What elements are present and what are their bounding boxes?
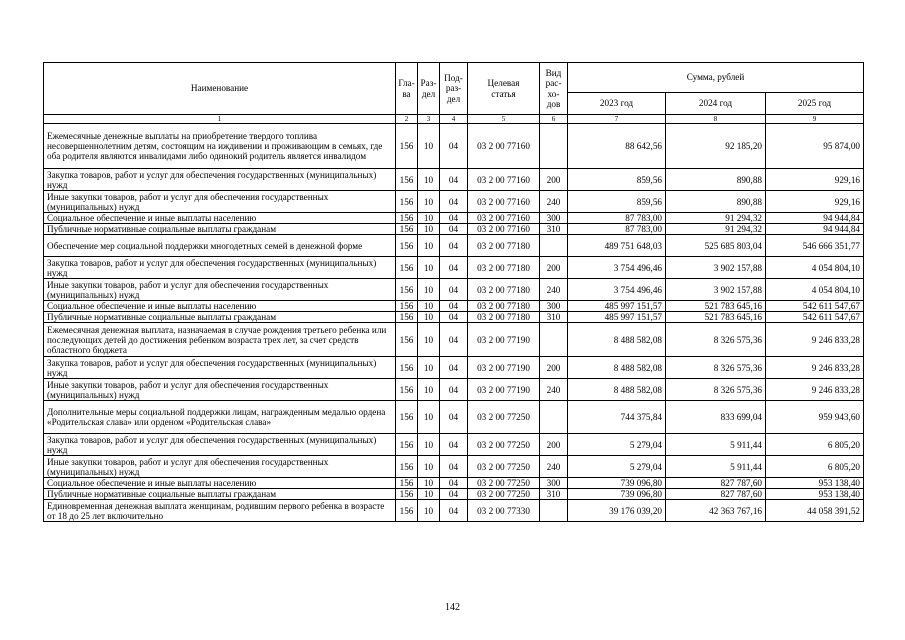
row-vid: 310 bbox=[540, 224, 568, 235]
row-razdel: 10 bbox=[418, 169, 440, 191]
row-podrazdel: 04 bbox=[440, 379, 468, 401]
table-row bbox=[44, 379, 864, 401]
row-amount-2025: 94 944,84 bbox=[766, 224, 864, 235]
column-number: 5 bbox=[468, 115, 540, 124]
table-row bbox=[44, 169, 864, 191]
row-amount-2025: 546 666 351,77 bbox=[766, 235, 864, 257]
row-target: 03 2 00 77330 bbox=[468, 500, 540, 522]
row-amount-2025: 929,16 bbox=[766, 191, 864, 213]
row-target: 03 2 00 77250 bbox=[468, 434, 540, 456]
row-glava: 156 bbox=[396, 357, 418, 379]
row-name: Социальное обеспечение и иные выплаты населению bbox=[44, 213, 396, 224]
header-year-2: 2025 год bbox=[766, 93, 864, 115]
row-razdel: 10 bbox=[418, 312, 440, 323]
row-podrazdel: 04 bbox=[440, 456, 468, 478]
row-glava: 156 bbox=[396, 213, 418, 224]
table-row bbox=[44, 489, 864, 500]
row-amount-2023: 739 096,80 bbox=[568, 478, 666, 489]
row-podrazdel: 04 bbox=[440, 500, 468, 522]
table-row bbox=[44, 401, 864, 434]
row-amount-2024: 91 294,32 bbox=[666, 213, 766, 224]
row-amount-2023: 485 997 151,57 bbox=[568, 312, 666, 323]
row-glava: 156 bbox=[396, 401, 418, 434]
table-row bbox=[44, 323, 864, 357]
table-row bbox=[44, 478, 864, 489]
row-vid: 240 bbox=[540, 279, 568, 301]
column-number: 7 bbox=[568, 115, 666, 124]
row-glava: 156 bbox=[396, 323, 418, 357]
row-glava: 156 bbox=[396, 434, 418, 456]
row-amount-2023: 739 096,80 bbox=[568, 489, 666, 500]
column-number: 8 bbox=[666, 115, 766, 124]
row-amount-2023: 87 783,00 bbox=[568, 213, 666, 224]
row-amount-2024: 521 783 645,16 bbox=[666, 312, 766, 323]
row-podrazdel: 04 bbox=[440, 279, 468, 301]
row-razdel: 10 bbox=[418, 401, 440, 434]
row-glava: 156 bbox=[396, 191, 418, 213]
table-row bbox=[44, 301, 864, 312]
row-target: 03 2 00 77250 bbox=[468, 401, 540, 434]
row-amount-2023: 5 279,04 bbox=[568, 434, 666, 456]
column-number: 1 bbox=[44, 115, 396, 124]
row-vid: 300 bbox=[540, 213, 568, 224]
row-amount-2024: 3 902 157,88 bbox=[666, 257, 766, 279]
row-razdel: 10 bbox=[418, 379, 440, 401]
row-glava: 156 bbox=[396, 379, 418, 401]
table-row bbox=[44, 191, 864, 213]
row-amount-2023: 5 279,04 bbox=[568, 456, 666, 478]
row-amount-2024: 42 363 767,16 bbox=[666, 500, 766, 522]
table-row bbox=[44, 279, 864, 301]
row-glava: 156 bbox=[396, 301, 418, 312]
budget-table bbox=[43, 62, 864, 522]
row-amount-2023: 859,56 bbox=[568, 191, 666, 213]
row-amount-2023: 3 754 496,46 bbox=[568, 257, 666, 279]
row-amount-2023: 8 488 582,08 bbox=[568, 357, 666, 379]
row-amount-2025: 542 611 547,67 bbox=[766, 301, 864, 312]
row-target: 03 2 00 77160 bbox=[468, 169, 540, 191]
row-amount-2025: 94 944,84 bbox=[766, 213, 864, 224]
row-vid bbox=[540, 401, 568, 434]
header-name: Наименование bbox=[44, 63, 396, 115]
row-vid: 310 bbox=[540, 312, 568, 323]
table-row bbox=[44, 456, 864, 478]
row-amount-2025: 953 138,40 bbox=[766, 489, 864, 500]
table-row bbox=[44, 312, 864, 323]
row-vid: 200 bbox=[540, 434, 568, 456]
table-row bbox=[44, 257, 864, 279]
row-glava: 156 bbox=[396, 235, 418, 257]
row-amount-2024: 3 902 157,88 bbox=[666, 279, 766, 301]
header-year-1: 2024 год bbox=[666, 93, 766, 115]
row-name: Закупка товаров, работ и услуг для обеспечения государственных (муниципальных) нужд bbox=[44, 357, 396, 379]
row-vid: 300 bbox=[540, 478, 568, 489]
row-razdel: 10 bbox=[418, 213, 440, 224]
row-podrazdel: 04 bbox=[440, 257, 468, 279]
row-razdel: 10 bbox=[418, 323, 440, 357]
row-amount-2024: 890,88 bbox=[666, 191, 766, 213]
row-amount-2023: 859,56 bbox=[568, 169, 666, 191]
header-target: Целевая статья bbox=[468, 63, 540, 115]
table-row bbox=[44, 124, 864, 169]
row-vid: 240 bbox=[540, 456, 568, 478]
row-name: Публичные нормативные социальные выплаты гражданам bbox=[44, 224, 396, 235]
row-name: Иные закупки товаров, работ и услуг для обеспечения государственных (муниципальных) нужд bbox=[44, 379, 396, 401]
row-amount-2025: 542 611 547,67 bbox=[766, 312, 864, 323]
row-target: 03 2 00 77180 bbox=[468, 312, 540, 323]
row-name: Социальное обеспечение и иные выплаты населению bbox=[44, 301, 396, 312]
row-vid bbox=[540, 124, 568, 169]
row-amount-2025: 9 246 833,28 bbox=[766, 323, 864, 357]
row-vid: 240 bbox=[540, 191, 568, 213]
row-glava: 156 bbox=[396, 257, 418, 279]
row-glava: 156 bbox=[396, 478, 418, 489]
row-amount-2024: 5 911,44 bbox=[666, 456, 766, 478]
row-name: Ежемесячные денежные выплаты на приобретение твердого топлива несовершеннолетним детям, состоящим на иждивении и проживающим в семьях, где оба родителя являются инвалидами либо одинокий родитель является инвалидом bbox=[44, 124, 396, 169]
table-row bbox=[44, 357, 864, 379]
row-podrazdel: 04 bbox=[440, 191, 468, 213]
row-vid bbox=[540, 235, 568, 257]
row-amount-2025: 44 058 391,52 bbox=[766, 500, 864, 522]
row-name: Публичные нормативные социальные выплаты гражданам bbox=[44, 312, 396, 323]
row-name: Закупка товаров, работ и услуг для обеспечения государственных (муниципальных) нужд bbox=[44, 257, 396, 279]
row-podrazdel: 04 bbox=[440, 323, 468, 357]
row-razdel: 10 bbox=[418, 434, 440, 456]
row-podrazdel: 04 bbox=[440, 301, 468, 312]
row-target: 03 2 00 77250 bbox=[468, 456, 540, 478]
row-amount-2025: 4 054 804,10 bbox=[766, 279, 864, 301]
row-podrazdel: 04 bbox=[440, 213, 468, 224]
row-glava: 156 bbox=[396, 124, 418, 169]
row-amount-2025: 4 054 804,10 bbox=[766, 257, 864, 279]
table-row bbox=[44, 213, 864, 224]
row-amount-2023: 87 783,00 bbox=[568, 224, 666, 235]
row-name: Социальное обеспечение и иные выплаты населению bbox=[44, 478, 396, 489]
row-amount-2024: 8 326 575,36 bbox=[666, 379, 766, 401]
header-sum: Сумма, рублей bbox=[568, 63, 864, 93]
row-amount-2025: 9 246 833,28 bbox=[766, 379, 864, 401]
row-target: 03 2 00 77160 bbox=[468, 124, 540, 169]
row-vid bbox=[540, 323, 568, 357]
row-podrazdel: 04 bbox=[440, 312, 468, 323]
row-amount-2024: 521 783 645,16 bbox=[666, 301, 766, 312]
row-name: Иные закупки товаров, работ и услуг для обеспечения государственных (муниципальных) нужд bbox=[44, 191, 396, 213]
row-glava: 156 bbox=[396, 279, 418, 301]
row-glava: 156 bbox=[396, 312, 418, 323]
table-row bbox=[44, 434, 864, 456]
row-podrazdel: 04 bbox=[440, 401, 468, 434]
row-target: 03 2 00 77180 bbox=[468, 301, 540, 312]
table-row bbox=[44, 500, 864, 522]
row-razdel: 10 bbox=[418, 235, 440, 257]
header-vid: Вид рас- хо- дов bbox=[540, 63, 568, 115]
row-target: 03 2 00 77180 bbox=[468, 235, 540, 257]
row-podrazdel: 04 bbox=[440, 357, 468, 379]
header-podrazdel: Под- раз- дел bbox=[440, 63, 468, 115]
row-target: 03 2 00 77180 bbox=[468, 257, 540, 279]
row-podrazdel: 04 bbox=[440, 224, 468, 235]
row-amount-2024: 525 685 803,04 bbox=[666, 235, 766, 257]
row-razdel: 10 bbox=[418, 224, 440, 235]
column-number: 3 bbox=[418, 115, 440, 124]
row-glava: 156 bbox=[396, 169, 418, 191]
header-year-0: 2023 год bbox=[568, 93, 666, 115]
row-amount-2025: 9 246 833,28 bbox=[766, 357, 864, 379]
column-number: 4 bbox=[440, 115, 468, 124]
budget-table-container bbox=[43, 62, 863, 522]
row-target: 03 2 00 77160 bbox=[468, 191, 540, 213]
row-razdel: 10 bbox=[418, 279, 440, 301]
row-amount-2024: 827 787,60 bbox=[666, 478, 766, 489]
row-vid: 240 bbox=[540, 379, 568, 401]
row-amount-2025: 6 805,20 bbox=[766, 456, 864, 478]
row-amount-2023: 485 997 151,57 bbox=[568, 301, 666, 312]
row-amount-2024: 827 787,60 bbox=[666, 489, 766, 500]
row-name: Дополнительные меры социальной поддержки лицам, награжденным медалью ордена «Родительская слава» или орденом «Родительская слава» bbox=[44, 401, 396, 434]
row-podrazdel: 04 bbox=[440, 478, 468, 489]
row-razdel: 10 bbox=[418, 489, 440, 500]
row-amount-2025: 953 138,40 bbox=[766, 478, 864, 489]
row-razdel: 10 bbox=[418, 478, 440, 489]
row-glava: 156 bbox=[396, 224, 418, 235]
row-name: Публичные нормативные социальные выплаты гражданам bbox=[44, 489, 396, 500]
row-vid: 310 bbox=[540, 489, 568, 500]
row-name: Иные закупки товаров, работ и услуг для обеспечения государственных (муниципальных) нужд bbox=[44, 456, 396, 478]
row-amount-2023: 88 642,56 bbox=[568, 124, 666, 169]
row-razdel: 10 bbox=[418, 500, 440, 522]
row-target: 03 2 00 77250 bbox=[468, 489, 540, 500]
row-vid: 200 bbox=[540, 357, 568, 379]
row-target: 03 2 00 77190 bbox=[468, 357, 540, 379]
column-number: 6 bbox=[540, 115, 568, 124]
row-podrazdel: 04 bbox=[440, 434, 468, 456]
row-amount-2025: 959 943,60 bbox=[766, 401, 864, 434]
row-target: 03 2 00 77160 bbox=[468, 224, 540, 235]
row-razdel: 10 bbox=[418, 357, 440, 379]
row-amount-2024: 833 699,04 bbox=[666, 401, 766, 434]
row-amount-2023: 744 375,84 bbox=[568, 401, 666, 434]
row-amount-2023: 8 488 582,08 bbox=[568, 323, 666, 357]
row-amount-2023: 3 754 496,46 bbox=[568, 279, 666, 301]
row-podrazdel: 04 bbox=[440, 489, 468, 500]
row-target: 03 2 00 77190 bbox=[468, 379, 540, 401]
row-glava: 156 bbox=[396, 500, 418, 522]
row-name: Иные закупки товаров, работ и услуг для обеспечения государственных (муниципальных) нужд bbox=[44, 279, 396, 301]
row-name: Ежемесячная денежная выплата, назначаемая в случае рождения третьего ребенка или последующих детей до достижения ребенком возраста трех лет, за счет средств областного бюджета bbox=[44, 323, 396, 357]
row-podrazdel: 04 bbox=[440, 235, 468, 257]
column-number: 2 bbox=[396, 115, 418, 124]
row-glava: 156 bbox=[396, 489, 418, 500]
page-number: 142 bbox=[445, 602, 460, 613]
row-amount-2024: 8 326 575,36 bbox=[666, 323, 766, 357]
row-amount-2024: 8 326 575,36 bbox=[666, 357, 766, 379]
header-razdel: Раз- дел bbox=[418, 63, 440, 115]
row-amount-2024: 92 185,20 bbox=[666, 124, 766, 169]
row-target: 03 2 00 77250 bbox=[468, 478, 540, 489]
row-podrazdel: 04 bbox=[440, 169, 468, 191]
row-amount-2024: 890,88 bbox=[666, 169, 766, 191]
row-name: Закупка товаров, работ и услуг для обеспечения государственных (муниципальных) нужд bbox=[44, 169, 396, 191]
row-razdel: 10 bbox=[418, 301, 440, 312]
row-vid: 200 bbox=[540, 257, 568, 279]
row-amount-2024: 91 294,32 bbox=[666, 224, 766, 235]
row-name: Единовременная денежная выплата женщинам, родившим первого ребенка в возрасте от 18 до 25 лет включительно bbox=[44, 500, 396, 522]
row-razdel: 10 bbox=[418, 456, 440, 478]
row-amount-2025: 929,16 bbox=[766, 169, 864, 191]
row-amount-2023: 489 751 648,03 bbox=[568, 235, 666, 257]
column-number: 9 bbox=[766, 115, 864, 124]
row-name: Обеспечение мер социальной поддержки многодетных семей в денежной форме bbox=[44, 235, 396, 257]
header-glava: Гла- ва bbox=[396, 63, 418, 115]
row-podrazdel: 04 bbox=[440, 124, 468, 169]
row-vid: 200 bbox=[540, 169, 568, 191]
row-amount-2024: 5 911,44 bbox=[666, 434, 766, 456]
row-vid: 300 bbox=[540, 301, 568, 312]
row-amount-2023: 8 488 582,08 bbox=[568, 379, 666, 401]
row-glava: 156 bbox=[396, 456, 418, 478]
row-name: Закупка товаров, работ и услуг для обеспечения государственных (муниципальных) нужд bbox=[44, 434, 396, 456]
row-razdel: 10 bbox=[418, 191, 440, 213]
row-razdel: 10 bbox=[418, 257, 440, 279]
row-vid bbox=[540, 500, 568, 522]
table-row bbox=[44, 224, 864, 235]
row-amount-2023: 39 176 039,20 bbox=[568, 500, 666, 522]
row-target: 03 2 00 77180 bbox=[468, 279, 540, 301]
row-amount-2025: 6 805,20 bbox=[766, 434, 864, 456]
row-target: 03 2 00 77160 bbox=[468, 213, 540, 224]
row-amount-2025: 95 874,00 bbox=[766, 124, 864, 169]
row-target: 03 2 00 77190 bbox=[468, 323, 540, 357]
table-row bbox=[44, 235, 864, 257]
row-razdel: 10 bbox=[418, 124, 440, 169]
